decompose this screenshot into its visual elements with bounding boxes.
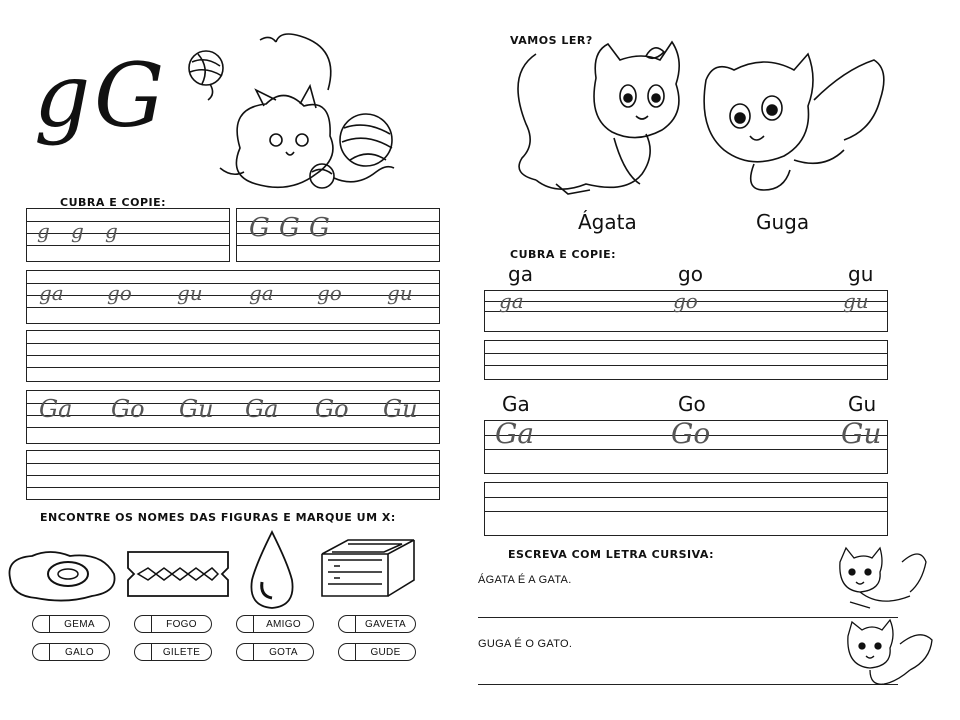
- trace-syllable: gu: [387, 281, 413, 305]
- name-guga: Guga: [756, 210, 810, 234]
- drawer-icon: [318, 536, 418, 602]
- option-column-4: [338, 615, 416, 661]
- option-column-1: [32, 615, 110, 661]
- sentence-agata: ÁGATA É A GATA.: [478, 574, 572, 586]
- trace-box-lower-syllables: [26, 270, 440, 324]
- syllable-gu: gu: [848, 262, 874, 286]
- trace-letter: g: [105, 219, 118, 243]
- write-cursive-title: ESCREVA COM LETRA CURSIVA:: [508, 548, 715, 561]
- option-galo[interactable]: GALO: [32, 643, 110, 661]
- copy-box-2[interactable]: [26, 450, 440, 500]
- trace-letter: G: [249, 213, 270, 243]
- copy-box-1[interactable]: [26, 330, 440, 382]
- trace-box-lower-g: [26, 208, 230, 262]
- trace-box-upper-g: [236, 208, 440, 262]
- trace-letter: G: [309, 213, 330, 243]
- syllable-Go: Go: [678, 392, 706, 416]
- trace-syllable: go: [673, 289, 698, 313]
- option-gilete[interactable]: GILETE: [134, 643, 212, 661]
- trace-syllable: Go: [671, 417, 711, 450]
- name-agata: Ágata: [578, 210, 637, 234]
- trace-syllable: Go: [111, 395, 145, 423]
- writing-line-2[interactable]: [478, 684, 898, 685]
- egg-icon: [6, 548, 118, 604]
- trace-syllable: ga: [499, 289, 524, 313]
- trace-syllable: Gu: [179, 395, 214, 423]
- cat-guga-illustration: [694, 40, 894, 198]
- option-column-2: [134, 615, 212, 661]
- trace-syllable: gu: [843, 289, 869, 313]
- letter-lower: g: [34, 44, 91, 147]
- kitten-yarn-illustration: [180, 28, 410, 200]
- read-title: VAMOS LER?: [510, 34, 593, 47]
- syllable-go: go: [678, 262, 703, 286]
- syllable-Gu: Gu: [848, 392, 877, 416]
- cat-agata-illustration: [496, 34, 696, 204]
- trace-syllable: go: [107, 281, 132, 305]
- writing-line-1[interactable]: [478, 617, 898, 618]
- sentence-guga: GUGA É O GATO.: [478, 638, 573, 650]
- option-fogo[interactable]: FOGO: [134, 615, 212, 633]
- option-gema[interactable]: GEMA: [32, 615, 110, 633]
- left-cover-title: CUBRA E COPIE:: [60, 196, 167, 209]
- trace-syllable: Ga: [245, 395, 279, 423]
- trace-syllable: Gu: [841, 417, 882, 450]
- trace-box-upper-syllables: [26, 390, 440, 444]
- trace-syllable: gu: [177, 281, 203, 305]
- trace-syllable: go: [317, 281, 342, 305]
- right-cover-title: CUBRA E COPIE:: [510, 248, 617, 261]
- trace-letter: g: [37, 219, 50, 243]
- trace-letter: g: [71, 219, 84, 243]
- option-gaveta[interactable]: GAVETA: [338, 615, 416, 633]
- copy-box-right-2[interactable]: [484, 482, 888, 536]
- small-cat-guga-illustration: [840, 614, 936, 690]
- syllable-ga: ga: [508, 262, 533, 286]
- trace-syllable: Ga: [495, 417, 535, 450]
- trace-syllable: Ga: [39, 395, 73, 423]
- trace-box-right-upper: [484, 417, 888, 474]
- trace-syllable: ga: [39, 281, 64, 305]
- trace-syllable: Gu: [383, 395, 418, 423]
- drop-icon: [244, 530, 300, 610]
- trace-box-right-lower: [484, 290, 888, 332]
- trace-syllable: Go: [315, 395, 349, 423]
- syllable-Ga: Ga: [502, 392, 530, 416]
- option-gota[interactable]: GOTA: [236, 643, 314, 661]
- option-gude[interactable]: GUDE: [338, 643, 416, 661]
- copy-box-right-1[interactable]: [484, 340, 888, 380]
- trace-letter: G: [279, 213, 300, 243]
- left-find-title: ENCONTRE OS NOMES DAS FIGURAS E MARQUE UM X:: [40, 511, 396, 524]
- trace-syllable: ga: [249, 281, 274, 305]
- option-column-3: [236, 615, 314, 661]
- letter-upper: G: [94, 44, 165, 147]
- option-amigo[interactable]: AMIGO: [236, 615, 314, 633]
- small-cat-agata-illustration: [830, 542, 930, 614]
- razor-blade-icon: [124, 546, 232, 602]
